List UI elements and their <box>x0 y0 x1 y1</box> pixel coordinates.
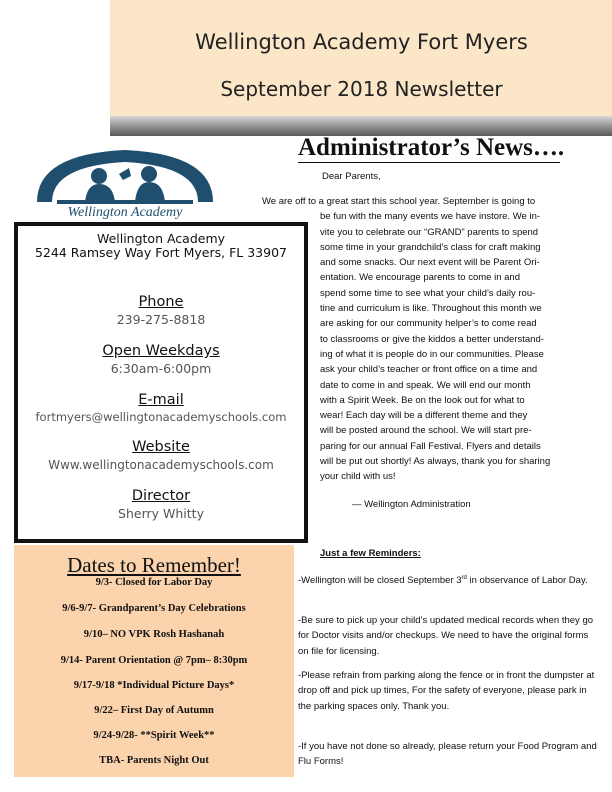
letter-line: paring for our annual Fall Festival. Flyers and details <box>320 440 541 452</box>
admin-title-underline <box>298 162 560 163</box>
letter-line: ing of what it is people do in our communities. Please <box>320 348 544 360</box>
letter-line: will be put out shortly! As always, thank you for sharing <box>320 456 551 468</box>
newsletter-title: September 2018 Newsletter <box>220 77 503 101</box>
logo-silhouette-icon <box>37 150 213 204</box>
date-item: 9/24-9/28- **Spirit Week** <box>93 730 215 741</box>
letter-line: spend some time to see what your child’s daily rou- <box>320 287 536 299</box>
reminder-parking: -Please refrain from parking along the fence or in front the dumpster at drop off and pick up times, For the safety of everyone, please park in the parking spaces only. Thank you. <box>298 670 595 712</box>
phone-heading: Phone <box>138 294 184 310</box>
signoff: — Wellington Administration <box>352 499 471 510</box>
ordinal-suffix: rd <box>461 575 467 581</box>
date-item: 9/17-9/18 *Individual Picture Days* <box>73 680 235 691</box>
logo-text: Wellington Academy <box>67 205 183 220</box>
salutation: Dear Parents, <box>322 171 381 182</box>
letter-line: date to come in and speak. We will end our month <box>320 379 531 391</box>
letter-line: vite you to celebrate our “GRAND” parents to spend <box>320 226 539 238</box>
letter-line: your child with us! <box>320 471 396 483</box>
admin-news-title: Administrator’s News…. <box>298 134 565 161</box>
website-heading: Website <box>132 439 190 455</box>
info-address: 5244 Ramsey Way Fort Myers, FL 33907 <box>35 245 287 260</box>
reminder-closure <box>298 571 598 588</box>
letter-line: ask your child’s teacher or front office on a time and <box>320 364 538 376</box>
letter-line: We are off to a great start this school year. September is going to <box>262 196 536 207</box>
letter-line: will be posted around the school. We will start pre- <box>320 425 532 437</box>
director-name: Sherry Whitty <box>118 506 204 521</box>
date-item: 9/22– First Day of Autumn <box>94 705 214 716</box>
date-item: TBA- Parents Night Out <box>99 755 209 766</box>
school-name: Wellington Academy Fort Myers <box>195 30 528 54</box>
date-item: 9/14- Parent Orientation @ 7pm– 8:30pm <box>60 655 248 666</box>
info-school-name: Wellington Academy <box>96 231 226 246</box>
date-item: 9/6-9/7- Grandparent’s Day Celebrations <box>62 603 246 614</box>
website-link[interactable]: Www.wellingtonacademyschools.com <box>48 458 274 472</box>
letter-line: with a Spirit Week. Be on the look out for what to <box>320 394 525 406</box>
phone-number[interactable]: 239-275-8818 <box>116 312 206 327</box>
reminder-closure-text: -Wellington will be closed September 3 <box>298 575 462 587</box>
letter-line: some time in your grandchild’s class for craft making <box>320 241 541 253</box>
director-heading: Director <box>131 488 191 504</box>
header-divider-bar <box>110 116 612 136</box>
letter-line: and some snacks. Our next event will be Parent Ori- <box>320 257 540 269</box>
letter-line: tine and curriculum is like. Throughout this month we <box>320 303 542 315</box>
dates-title: Dates to Remember! <box>67 553 241 577</box>
letter-line: entation. We encourage parents to come in and <box>320 272 520 284</box>
wellington-logo <box>27 140 223 222</box>
contact-info-box <box>14 222 308 543</box>
letter-line: wear! Each day will be a different theme and they <box>320 410 528 422</box>
reminder-forms: -If you have not done so already, please return your Food Program and Flu Forms! <box>298 741 597 768</box>
date-item: 9/3- Closed for Labor Day <box>95 577 213 588</box>
reminder-medical-records: -Be sure to pick up your child’s updated medical records when they go for Doctor visits and/or checkups. We need to have the original forms on file for licensing. <box>298 615 594 657</box>
dates-to-remember-box <box>14 545 294 777</box>
letter-line: to classrooms or give the kiddos a better understand- <box>320 333 544 345</box>
letter-line: are asking for our community helper’s to come read <box>320 318 537 330</box>
email-link[interactable]: fortmyers@wellingtonacademyschools.com <box>35 410 287 424</box>
date-item: 9/10– NO VPK Rosh Hashanah <box>83 629 225 640</box>
reminder-closure-rest: in observance of Labor Day. <box>466 575 588 587</box>
reminders-title: Just a few Reminders: <box>320 548 421 559</box>
email-heading: E-mail <box>138 392 184 408</box>
hours-heading: Open Weekdays <box>102 343 220 359</box>
hours-value: 6:30am-6:00pm <box>110 361 212 376</box>
admin-letter-body <box>262 194 594 485</box>
newsletter-header <box>110 0 612 116</box>
letter-line: be fun with the many events we have instore. We in- <box>320 211 541 223</box>
